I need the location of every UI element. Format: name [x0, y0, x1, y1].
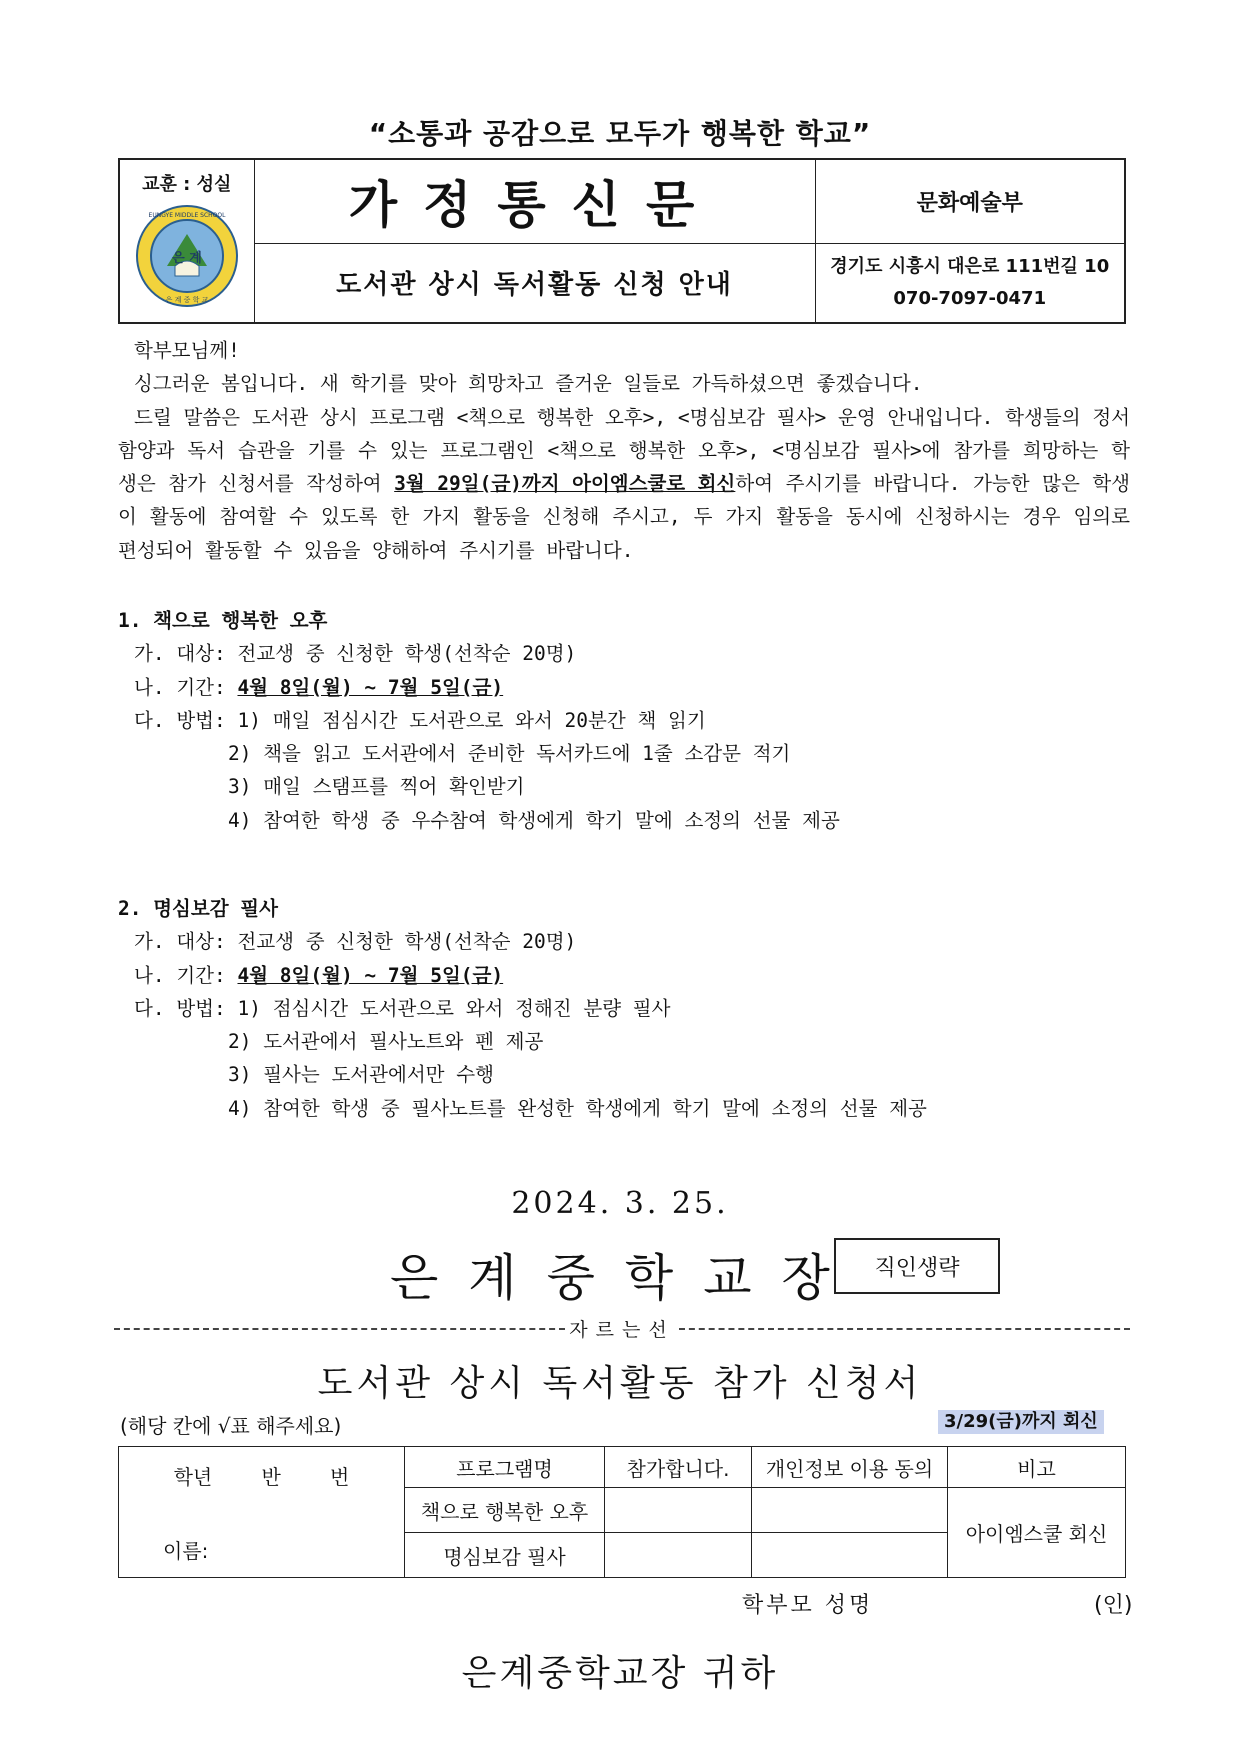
principal-name: 은계중학교장: [390, 1249, 860, 1307]
para2-text-1: 드릴 말씀은 도서관 상시 프로그램 <책으로 행복한 오후>, <명심보감 필사> 운영 안내입니다. 학생들의 정서 함양과 독서 습관을 기를 수 있는 프로그램인 <책으로 행복한 오후>, <명심보감 필사>에 참가를 희망하는 학생은 참가 신청서를 작성하여: [118, 405, 1130, 496]
label: 가. 대상:: [134, 642, 238, 666]
reply-deadline-badge: 3/29(금)까지 회신: [938, 1410, 1104, 1434]
label: 나. 기간:: [134, 963, 238, 987]
section-1-method: [118, 704, 1130, 737]
header-program: 프로그램명: [405, 1447, 605, 1488]
document-subtitle: 도서관 상시 독서활동 신청 안내: [254, 243, 815, 323]
greeting: 학부모님께!: [134, 339, 240, 362]
program-name: 명심보감 필사: [405, 1533, 605, 1578]
method-item: 1) 점심시간 도서관으로 와서 정해진 분량 필사: [237, 996, 671, 1020]
school-motto: 교훈 : 성실: [142, 174, 232, 195]
form-instruction: (해당 칸에 √표 해주세요): [120, 1414, 342, 1438]
para2-text-2: 하여 주시기를 바랍니다. 가능한 많은 학생이 활동에 참여할 수 있도록 한 가지 활동을 신청해 주시고, 두 가지 활동을 동시에 신청하시는 경우 임의로 편성되어 활동할 수 있음을 양해하여 주시기를 바랍니다.: [118, 472, 1130, 562]
value: 전교생 중 신청한 학생(선착순 20명): [237, 642, 577, 666]
logo-cell: [119, 159, 254, 323]
department: 문화예술부: [815, 159, 1125, 243]
cut-line: [114, 1315, 1130, 1342]
header-participate: 참가합니다.: [605, 1447, 752, 1488]
school-phone: 070-7097-0471: [893, 287, 1047, 309]
section-2: [118, 892, 1130, 1125]
intro-paragraph-2: [118, 401, 1130, 567]
label: 다. 방법:: [134, 996, 238, 1020]
school-logo: [135, 204, 239, 308]
name-label: 이름:: [163, 1539, 209, 1563]
remark-cell: 아이엠스쿨 회신: [948, 1488, 1126, 1578]
label: 가. 대상:: [134, 930, 238, 954]
method-item: 3) 필사는 도서관에서만 수행: [228, 1063, 494, 1087]
value: 전교생 중 신청한 학생(선착순 20명): [237, 930, 577, 954]
issue-date: 2024. 3. 25.: [511, 1186, 729, 1221]
dashed-line: [679, 1328, 1130, 1330]
parent-signature-label: 학부모 성명: [742, 1593, 874, 1618]
intro-body: [118, 334, 1130, 567]
newsletter-header: [118, 158, 1126, 324]
consent-checkbox-cell[interactable]: [752, 1533, 948, 1578]
application-form-title: 도서관 상시 독서활동 참가 신청서: [317, 1363, 923, 1404]
section-1-title: 1. 책으로 행복한 오후: [118, 609, 328, 632]
value: 4월 8일(월) ~ 7월 5일(금): [237, 963, 504, 987]
method-item: 4) 참여한 학생 중 필사노트를 완성한 학생에게 학기 말에 소정의 선물 제공: [228, 1096, 927, 1120]
header-consent: 개인정보 이용 동의: [752, 1447, 948, 1488]
label: 다. 방법:: [134, 708, 238, 732]
seal-mark: (인): [1094, 1593, 1133, 1618]
section-2-title: 2. 명심보감 필사: [118, 897, 278, 920]
application-table: [118, 1446, 1126, 1578]
grade-class-number: [119, 1461, 404, 1490]
header-remark: 비고: [948, 1447, 1126, 1488]
intro-paragraph-1: 싱그러운 봄입니다. 새 학기를 맞아 희망차고 즐거운 일들로 가득하셨으면 좋겠습니다.: [134, 372, 923, 396]
participate-checkbox-cell[interactable]: [605, 1488, 752, 1533]
logo-text: 은 계: [171, 251, 202, 266]
consent-checkbox-cell[interactable]: [752, 1488, 948, 1533]
method-item: 4) 참여한 학생 중 우수참여 학생에게 학기 말에 소정의 선물 제공: [228, 808, 840, 832]
section-1-target: [118, 637, 1130, 670]
section-2-target: [118, 925, 1130, 958]
method-item: 1) 매일 점심시간 도서관으로 와서 20분간 책 읽기: [237, 708, 706, 732]
value: 4월 8일(월) ~ 7월 5일(금): [237, 675, 504, 699]
section-2-period: [118, 959, 1130, 992]
document-title: 가정통신문: [254, 159, 815, 243]
participate-checkbox-cell[interactable]: [605, 1533, 752, 1578]
student-info-cell[interactable]: [119, 1447, 405, 1578]
method-item: 2) 도서관에서 필사노트와 펜 제공: [228, 1030, 544, 1054]
section-2-method: [118, 992, 1130, 1025]
program-name: 책으로 행복한 오후: [405, 1488, 605, 1533]
grade-label: 학년: [173, 1465, 213, 1489]
class-label: 반: [261, 1465, 281, 1489]
cut-line-label: 자르는선: [569, 1319, 675, 1341]
label: 나. 기간:: [134, 675, 238, 699]
number-label: 번: [330, 1465, 350, 1489]
method-item: 2) 책을 읽고 도서관에서 준비한 독서카드에 1줄 소감문 적기: [228, 742, 791, 766]
logo-bottom-text: 은 계 중 학 교: [165, 296, 209, 304]
school-motto-banner: “소통과 공감으로 모두가 행복한 학교”: [368, 117, 872, 150]
form-addressee: 은계중학교장 귀하: [461, 1653, 779, 1694]
logo-ring-text: EUNGYE MIDDLE SCHOOL: [148, 212, 226, 219]
school-address: 경기도 시흥시 대은로 111번길 10: [830, 255, 1110, 277]
reply-deadline-emphasis: 3월 29일(금)까지 아이엠스쿨로 회신: [394, 472, 736, 496]
section-1: [118, 604, 1130, 837]
method-item: 3) 매일 스탬프를 찍어 확인받기: [228, 775, 525, 799]
section-1-period: [118, 671, 1130, 704]
school-contact: [815, 243, 1125, 323]
dashed-line: [114, 1328, 565, 1330]
seal-omitted-box: 직인생략: [834, 1238, 1000, 1294]
